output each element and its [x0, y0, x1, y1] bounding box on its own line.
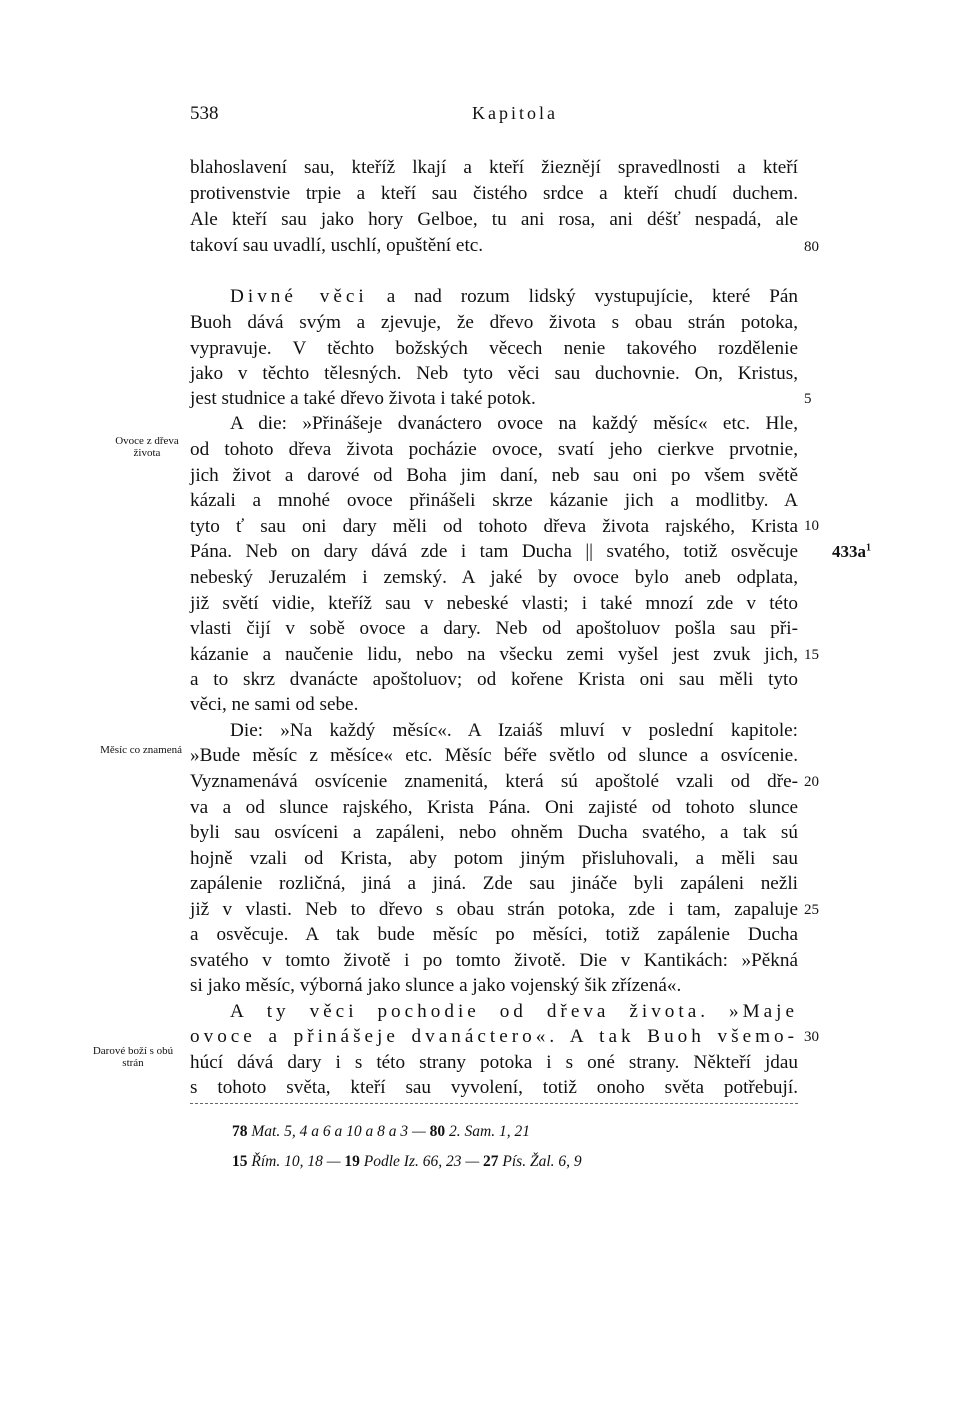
- margin-note: Měsíc co znamená: [100, 744, 182, 756]
- text-line: s tohoto světa, kteří sau vyvolení, totiž onoho světa potřebují.: [190, 1077, 798, 1098]
- line-number: 10: [804, 518, 819, 534]
- text-line: věci, ne sami od sebe.: [190, 694, 359, 715]
- text-line: kázanie a naučenie lidu, nebo na všecku zemi vyšel jest zvuk jich,: [190, 644, 798, 665]
- text-line: Pána. Neb on dary dává zde i tam Ducha || svatého, totiž osvěcuje: [190, 541, 798, 562]
- margin-note: Ovoce z dřeva života: [115, 435, 179, 459]
- text-line: hojně vzali od Krista, aby potom jiným přisluhovali, a měli sau: [190, 848, 798, 869]
- running-title: Kapitola: [472, 103, 558, 123]
- text-line: ovoce a přinášeje dvanáctero«. A tak Buoh všemo-: [190, 1026, 798, 1047]
- text-line: takoví sau uvadlí, uschlí, opuštění etc.: [190, 235, 484, 256]
- text-line: Buoh dává svým a zjevuje, že dřevo života s obau strán potoka,: [190, 312, 798, 333]
- text-line: A die: »Přinášeje dvanáctero ovoce na každý měsíc« etc. Hle,: [230, 413, 798, 434]
- line-number: 20: [804, 774, 819, 790]
- spaced-text: Divné věci: [230, 286, 368, 307]
- text-line: nebeský Jeruzalém i zemský. A jaké by ovoce bylo aneb odplata,: [190, 567, 798, 588]
- text-line: va a od slunce rajského, Krista Pána. Oni zajisté od tohoto slunce: [190, 797, 798, 818]
- footnote-rule: [190, 1103, 798, 1104]
- text-line: svatého v tomto životě i po tomto životě. Die v Kantikách: »Pěkná: [190, 950, 798, 971]
- margin-note: Darové boží s obú strán: [92, 1045, 174, 1069]
- text-line: tyto ť sau oni dary měli od tohoto dřeva života rajského, Krista: [190, 516, 798, 537]
- text-line: jich život a darové od Boha jim daní, neb sau oni po všem světě: [190, 465, 798, 486]
- text-line: již v vlasti. Neb to dřevo s obau strán potoka, zde i tam, zapaluje: [190, 899, 798, 920]
- text-line: protivenstvie trpie a kteří sau čistého srdce a kteří chudí duchem.: [190, 183, 798, 204]
- text-line: Die: »Na každý měsíc«. A Izaiáš mluví v poslední kapitole:: [230, 720, 798, 741]
- page-number: 538: [190, 103, 219, 124]
- page-header: [190, 103, 800, 129]
- text-line: A ty věci pochodie od dřeva života. »Maje: [230, 1001, 798, 1022]
- text-line: vypravuje. V těchto božských věcech nenie takového rozdělenie: [190, 338, 798, 359]
- text-line: a osvěcuje. A tak bude měsíc po měsíci, totiž zapálenie Ducha: [190, 924, 798, 945]
- text-line: Ale kteří sau jako hory Gelboe, tu ani rosa, ani déšť nespadá, ale: [190, 209, 798, 230]
- text-line: si jako měsíc, výborná jako slunce a jako vojenský šik zřízená«.: [190, 975, 682, 996]
- footnote: 15 Řím. 10, 18 — 19 Podle Iz. 66, 23 — 27 Pís. Žal. 6, 9: [232, 1153, 582, 1170]
- text-line: již světí vidie, kteříž sau v nebeské vlasti; i také mnozí zde v této: [190, 593, 798, 614]
- line-number: 30: [804, 1029, 819, 1045]
- text-line: jest studnice a také dřevo života i také potok.: [190, 388, 536, 409]
- text-line: kázali a mnohé ovoce přinášeli skrze kázanie jich a modlitby. A: [190, 490, 798, 511]
- text-line: jako v těchto tělesných. Neb tyto věci sau duchovnie. On, Kristus,: [190, 363, 798, 384]
- text-line: »Bude měsíc z měsíce« etc. Měsíc béře světlo od slunce a osvícenie.: [190, 745, 798, 766]
- text-line: zapálenie rozličná, jiná a jiná. Zde sau jináče byli zapáleni nežli: [190, 873, 798, 894]
- text-line: a to skrz dvanácte apoštoluov; od kořene Krista oni sau měli tyto: [190, 669, 798, 690]
- text-line: blahoslavení sau, kteříž lkají a kteří žieznějí spravedlnosti a kteří: [190, 157, 798, 178]
- text-line: od tohoto dřeva života pocházie ovoce, svatí jeho cierkve prvotnie,: [190, 439, 798, 460]
- text-line: Vyznamenává osvícenie znamenitá, která sú apoštolé vzali od dře-: [190, 771, 798, 792]
- text-line: vlasti čijí v sobě ovoce a dary. Neb od apoštoluov pošla sau při-: [190, 618, 798, 639]
- text-line: Divné věci a nad rozum lidský vystupujície, které Pán: [230, 286, 799, 307]
- text-line: húcí dává dary i s této strany potoka i s oné strany. Někteří jdau: [190, 1052, 798, 1073]
- line-number: 5: [804, 391, 812, 407]
- line-number: 25: [804, 902, 819, 918]
- text-line: byli sau osvíceni a zapáleni, nebo ohněm Ducha svatého, a tak sú: [190, 822, 798, 843]
- line-number: 80: [804, 239, 819, 255]
- footnote: 78 Mat. 5, 4 a 6 a 10 a 8 a 3 — 80 2. Sam. 1, 21: [232, 1123, 530, 1140]
- folio-mark: $433a^1$: [832, 542, 871, 561]
- line-number: 15: [804, 647, 819, 663]
